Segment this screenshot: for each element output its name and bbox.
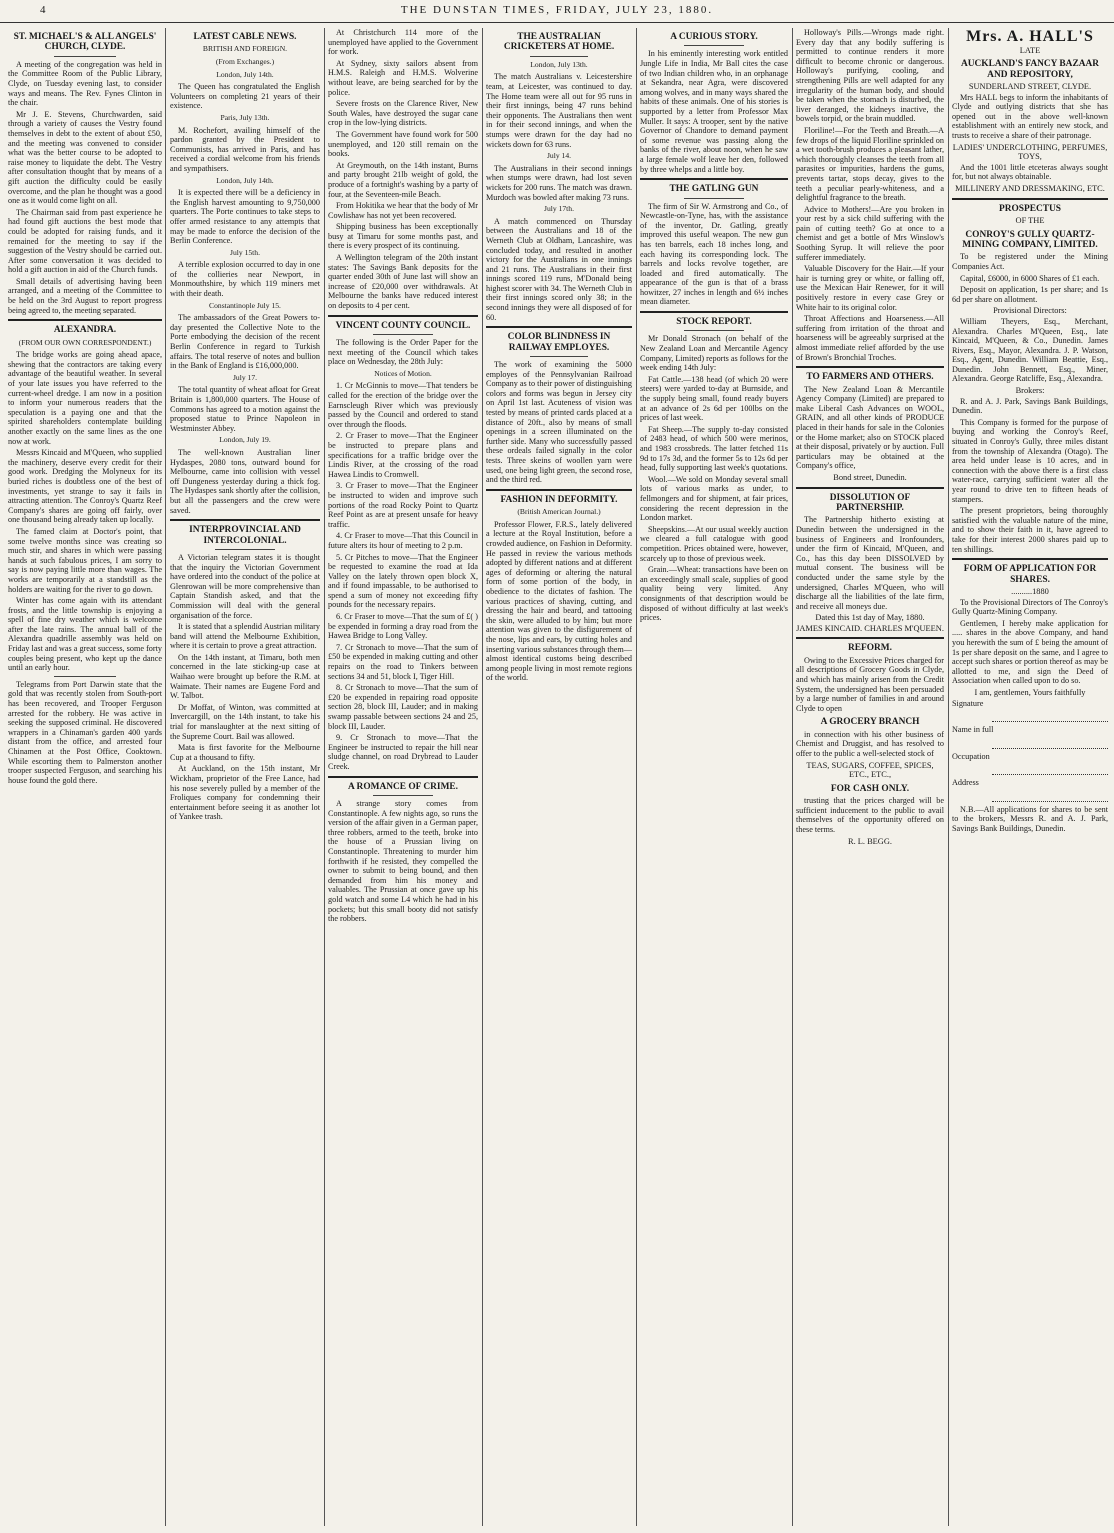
- paragraph: The work of examining the 5000 employes of the Pennsylvanian Railroad Company as to their power of distinguishing colors and forms was begun in Jersey city on April 1st last. Acuteness of vision was tested by means of printed cards placed at a distance of 20ft., also by means of small openings in a screen illuminated on the further side. Many who successfully passed these ordeals failed signally in the color tests. Three skeins of woollen yarn were used, one being light green, the second rose, and the third red.: [486, 360, 632, 485]
- dateline: Constantinople July 15.: [209, 300, 281, 310]
- paragraph: Gentlemen, I hereby make application for ..... shares in the above Company, and hand you herewith the sum of £ being the amount of 1s per share deposit on the same, and I agree to accept such shares or portion thereof as may be allotted to me, and sign the Deed of Association when called upon to do so.: [952, 618, 1108, 686]
- paragraph: The following is the Order Paper for the next meeting of the Council which takes place on Wednesday, the 28th July:: [328, 338, 478, 367]
- ad-address: SUNDERLAND STREET, CLYDE.: [968, 82, 1092, 91]
- headline-cable-news: LATEST CABLE NEWS.: [193, 32, 297, 42]
- newspaper-title: THE DUNSTAN TIMES, FRIDAY, JULY 23, 1880.: [400, 4, 714, 16]
- date-notice: Dated this 1st day of May, 1880.: [815, 613, 925, 623]
- paragraph: The well-known Australian liner Hydaspes, 2080 tons, outward bound for Melbourne, came into collision with vessel off Dungeness yesterday during a thick fog. The Hydaspes sank shortly after the collision, but all the passengers and the crew were saved.: [170, 447, 320, 515]
- paragraph: M. Rochefort, availing himself of the pardon granted by the President to Communists, has arrived in Paris, and has received a cordial welcome from his friends and sympathisers.: [170, 125, 320, 173]
- byline: (FROM OUR OWN CORRESPONDENT.): [18, 337, 152, 347]
- dateline: London, July 14th.: [216, 69, 274, 79]
- motion: 3. Cr Fraser to move—That the Engineer be instructed to widen and improve such portions of the road Rocky Point to Quartz Reef Point as are at present unsafe for heavy traffic.: [328, 481, 478, 529]
- column-rule: [482, 28, 483, 1526]
- paragraph: Severe frosts on the Clarence River, New South Wales, have destroyed the sugar cane crop in the low-lying districts.: [328, 99, 478, 128]
- dateline: London, July 14th.: [216, 175, 274, 185]
- closing: I am, gentlemen, Yours faithfully: [974, 687, 1086, 697]
- dateline: London, July 13th.: [530, 59, 588, 69]
- paragraph: Owing to the Excessive Prices charged for all descriptions of Grocery Goods in Clyde, and which has mainly arisen from the Credit System, the undersigned has been persuaded by a large number of families in and around Clyde to open: [796, 655, 944, 713]
- paragraph: The Australians in their second innings when stumps were drawn, had lost seven wickets for 200 runs. The match was drawn. Murdoch was bowled after making 73 runs.: [486, 163, 632, 202]
- paragraph: Dr Moffat, of Winton, was committed at Invercargill, on the 14th instant, to take his trial for manslaughter at the next sitting of the Supreme Court. Bail was allowed.: [170, 702, 320, 741]
- paragraph: The bridge works are going ahead apace, shewing that the contractors are taking every advantage of the beautiful weather. In several of your late issues you have referred to the current-wheel dredge. I am now in a position to inform your numerous readers that the speculation is a paying one and that the spirited shareholders contemplate building another exactly on the same lines as the one now at work.: [8, 350, 162, 446]
- headline-church: ST. MICHAEL'S & ALL ANGELS' CHURCH, CLYDE.: [13, 32, 157, 53]
- subheading: BRITISH AND FOREIGN.: [202, 44, 288, 54]
- headline-alexandra: ALEXANDRA.: [53, 325, 117, 336]
- directors-heading: Provisional Directors:: [993, 306, 1067, 316]
- column-rule: [324, 28, 325, 1526]
- paragraph: The Government have found work for 500 unemployed, and 120 still remain on the books.: [328, 129, 478, 159]
- headline-interprovincial: INTERPROVINCIAL AND INTERCOLONIAL.: [189, 525, 301, 546]
- headline-stock-report: STOCK REPORT.: [676, 317, 752, 328]
- headline-romance-of-crime: A ROMANCE OF CRIME.: [347, 781, 459, 792]
- headline-dissolution: DISSOLUTION OF PARTNERSHIP.: [829, 492, 911, 513]
- headline-gatling-gun: THE GATLING GUN: [669, 184, 759, 195]
- paragraph: It is expected there will be a deficiency in the English harvest amounting to 9,750,000 quarters. The Porte continues to take steps to offer armed resistance to any attempts that may be made to enforce the decision of the Berlin Conference.: [170, 188, 320, 246]
- motion: 5. Cr Pitches to move—That the Engineer be requested to examine the road at Ida Valley on the lately thrown open block X, and if found impassable, to be authorised to spend a sum of money not exceeding fifty pounds for the necessary repairs.: [328, 552, 478, 610]
- paragraph: At Sydney, sixty sailors absent from H.M.S. Raleigh and H.M.S. Wolverine without leave, are being searched for by the police.: [328, 58, 478, 97]
- column-rule: [792, 28, 793, 1526]
- paragraph: Wool.—We sold on Monday several small lots of various marks as under, to fellmongers and for shipment, at fair prices, considering the recent depression in the London market.: [640, 474, 788, 523]
- paragraph: At Greymouth, on the 14th instant, Burns and party brought 21lb weight of gold, the produce of a fortnight's washing by a party of four, at the Seventeen-mile Beach.: [328, 160, 478, 199]
- paragraph: The total quantity of wheat afloat for Great Britain is 1,800,000 quarters. The House of Commons has agreed to a motion against the proposed statue to Prince Napoleon in Westminster Abbey.: [170, 385, 320, 433]
- form-date: ..........1880: [1011, 586, 1049, 596]
- form-field-name[interactable]: Name in full: [952, 725, 1108, 749]
- dateline: London, July 19.: [219, 435, 271, 445]
- paragraph: Shipping business has been exceptionally busy at Timaru for some months past, and there is every prospect of its continuing.: [328, 222, 478, 251]
- headline-cricketers: THE AUSTRALIAN CRICKETERS AT HOME.: [503, 32, 615, 53]
- motion: 9. Cr Stronach to move—That the Engineer be instructed to repair the hill near sludge channel, on road Drybread to Lauder Creek.: [328, 733, 478, 771]
- motion: 7. Cr Stronach to move—That the sum of £50 be expended in making cutting and other repairs on the road to Tinkers between sections 34 and 51, block I, Tiger Hill.: [328, 642, 478, 681]
- motion: 4. Cr Fraser to move—That this Council in future alters its hour of meeting to 2 p.m.: [328, 531, 478, 550]
- paragraph: This Company is formed for the purpose of buying and working the Conroy's Reef, situated in Conroy's Gully, three miles distant from the township of Alexandra (Otago). The area held under lease is 10 acres, and in connection with the above there is a first class water-race, carrying sufficient water all the year round to drive ten to fifteen heads of stampers.: [952, 417, 1108, 504]
- cash-only: FOR CASH ONLY.: [830, 783, 910, 794]
- form-field-signature[interactable]: Signature: [952, 699, 1108, 723]
- paragraph: And the 1001 little etceteras always sought for, but not always obtainable.: [952, 162, 1108, 182]
- paragraph: A terrible explosion occurred to day in one of the collieries near Newport, in Monmouthshire, by which 119 miners met with their death.: [170, 260, 320, 299]
- headline-county-council: VINCENT COUNTY COUNCIL.: [335, 320, 471, 331]
- column-rule: [165, 28, 166, 1526]
- headline-application-form: FORM OF APPLICATION FOR SHARES.: [963, 564, 1097, 585]
- ad-line: LADIES' UNDERCLOTHING, PERFUMES, TOYS,: [952, 142, 1108, 162]
- advertisement: Valuable Discovery for the Hair.—If your hair is turning grey or white, or falling off, use the Mexican Hair Renewer, for it will positively restore in every case Grey or White hair to its original color.: [796, 264, 944, 312]
- column-3: [328, 28, 478, 926]
- paragraph: Professor Flower, F.R.S., lately delivered a lecture at the Royal Institution, before a crowded audience, on Fashion in Deformity. He passed in review the various methods adopted by different nations and at different ages of deforming or altering the natural form of some portion of the body, in obedience to the dictates of fashion. The various practices of shaving, cutting, and dressing the hair and beard, and tattooing the skin, were alluded to by him; but more attention was given to the disfigurement of the nose, lips and ears, by cutting holes and inserting various substances through them—almost identical customs being described among people living in most remote regions of the world.: [486, 519, 632, 683]
- dateline: July 14.: [546, 151, 572, 161]
- advertisement: Holloway's Pills.—Wrongs made right. Every day that any bodily suffering is permitted to continue renders it more difficult to become chronic or dangerous. Holloway's purifying, cooling, and strengthening Pills are well adapted for any irregularity of the human body, and should be taken when the stomach is disturbed, the liver deranged, the kidneys inactive, the bowels torpid, or the brain muddled.: [796, 28, 944, 124]
- advertisement: Floriline!—For the Teeth and Breath.—A few drops of the liquid Floriline sprinkled on a wet tooth-brush produces a pleasant lather, which thoroughly cleanses the teeth from all parasites or impurities, hardens the gums, prevents tartar, stops decay, gives to the teeth a peculiar pearly-whiteness, and a delightful fragrance to the breath.: [796, 125, 944, 203]
- paragraph: Capital, £6000, in 6000 Shares of £1 each.: [960, 273, 1100, 283]
- paragraph: Mr Donald Stronach (on behalf of the New Zealand Loan and Mercantile Agency Company, Limited) reports as follows for the week ending 14th July:: [640, 334, 788, 373]
- brokers-heading: Brokers:: [1015, 386, 1045, 396]
- subheading: Notices of Motion.: [374, 368, 432, 378]
- paragraph: Fat Cattle.—138 head (of which 20 were steers) were yarded to-day at Burnside, and the supply being small, found ready buyers at an advance of 2s 6d per 100lbs on the prices of last week.: [640, 374, 788, 423]
- paragraph: R. and A. J. Park, Savings Bank Buildings, Dunedin.: [952, 396, 1108, 416]
- dateline: Paris, July 13th.: [220, 112, 270, 122]
- source-credit: (British American Journal.): [517, 507, 601, 517]
- paragraph: trusting that the prices charged will be sufficient inducement to the public to avail themselves of the opportunity offered on these terms.: [796, 796, 944, 834]
- form-field-address[interactable]: Address: [952, 778, 1108, 802]
- address: Bond street, Dunedin.: [833, 472, 907, 482]
- paragraph: Winter has come again with its attendant frosts, and the little township is enjoying a spell of fine dry weather which is welcome after the late rains. The annual ball of the Alexandra quadrille assembly was held on Friday last and was a great success, some forty couples being present, who kept up the dance until an early hour.: [8, 596, 162, 673]
- paragraph: The Partnership hitherto existing at Dunedin between the undersigned in the business of Engineers and Ironfounders, under the firm of Kincaid, M'Queen, and Co., has this day been DISSOLVED by mutual consent. The business will be conducted under the same style by the undersigned, Charles M'Queen, who will discharge all the liabilities of the late firm, and receive all moneys due.: [796, 515, 944, 611]
- grocery-branch: A GROCERY BRANCH: [820, 717, 920, 728]
- motion: 2. Cr Fraser to move—That the Engineer be instructed to prepare plans and specifications for a traffic bridge over the Lindis River, at the crossing of the road Hawea Lindis to Cromwell.: [328, 431, 478, 479]
- dateline: July 17th.: [544, 204, 574, 214]
- column-2: [170, 28, 320, 824]
- masthead: [0, 0, 1114, 23]
- paragraph: The present proprietors, being thoroughly satisfied with the valuable nature of the mine, and to show their faith in it, have agreed to take for their interest 2000 shares paid up to ten shillings.: [952, 506, 1108, 554]
- column-5: [640, 28, 788, 625]
- ad-title-hall: Mrs. A. HALL'S: [966, 28, 1094, 45]
- paragraph: in connection with his other business of Chemist and Druggist, and has resolved to offer to the public a well-selected stock of: [796, 729, 944, 759]
- paragraph: Telegrams from Port Darwin state that the gold that was recently stolen from South-port has been recovered, and Trooper Ferguson arrested for the robbery. He was active in seeking the supposed criminal. He discovered wrappers in a Chinaman's garden 400 yards distant from the office, and arrested four Chinamen at the Post Office, Cooktown. While escorting them to Palmerston another trooper suspected Ferguson, and searching his house found the gold there.: [8, 679, 162, 785]
- paragraph: A Wellington telegram of the 20th instant states: The Savings Bank deposits for the quarter ended 30th of June last will show an increase of £20,000 over withdrawals. At Melbourne the banks have reduced interest on deposits to 4 per cent.: [328, 253, 478, 311]
- signature: R. L. BEGG.: [848, 836, 892, 846]
- motion: 1. Cr McGinnis to move—That tenders be called for the erection of the bridge over the Earnscleugh River which was previously passed by the Council and ordered to stand over through the floods.: [328, 381, 478, 429]
- paragraph: Mr J. E. Stevens, Churchwarden, said through a variety of causes the Vestry found themselves in debt to the extent of about £50, and the meeting was convened to consider what was the better course to be adopted to raise money to liquidate the debt. The Vestry after consultation thought that by means of a gift auction the difficulty could be easily overcome, and the plan he thought was a good one as it would come light on all.: [8, 109, 162, 206]
- paragraph: N.B.—All applications for shares to be sent to the brokers, Messrs R. and A. J. Park, Savings Bank Buildings, Dunedin.: [952, 804, 1108, 834]
- paragraph: A meeting of the congregation was held in the Committee Room of the Public Library, Clyde, on Tuesday evening last, to consider ways and means. The Rev. Fynes Clinton in the chair.: [8, 59, 162, 108]
- headline-color-blindness: COLOR BLINDNESS IN RAILWAY EMPLOYES.: [507, 332, 611, 353]
- ad-line: AUCKLAND'S FANCY BAZAAR AND REPOSITORY,: [960, 59, 1100, 80]
- headline-farmers: TO FARMERS AND OTHERS.: [806, 372, 934, 383]
- column-1: [8, 28, 162, 787]
- paragraph: The famed claim at Doctor's point, that some twelve months since was creating so much stir, and shares in which were passing hands at such fabulous prices, I am sorry to say is now paying little more than wages. The works are temporarily at a standstill as the holders are waiting for the river to go down.: [8, 526, 162, 594]
- column-rule: [948, 28, 949, 1526]
- paragraph: Messrs Kincaid and M'Queen, who supplied the machinery, deserve every credit for their good work. Dredging the Molyneux for its buried riches is doubtless one of the best of investments, yet strange to say it fails in attracting attention. The Conroy's Quartz Reef Company's shares are going off fairly, over one thousand being already taken up locally.: [8, 448, 162, 525]
- ad-line: MILLINERY AND DRESSMAKING, ETC.: [955, 183, 1105, 193]
- paragraph: Small details of advertising having been arranged, and a meeting of the Committee to be held on the 3rd August to report progress being agreed to, the meeting separated.: [8, 276, 162, 315]
- motion: 8. Cr Stronach to move—That the sum of £20 be expended in repairing road opposite section 28, block III, Lauder; and in making swamp passable between sections 24 and 25, block III, Lauder.: [328, 683, 478, 731]
- paragraph: A match commenced on Thursday between the Australians and 18 of the Werneth Club at Oldham, Lancashire, was concluded today, and resulted in another victory for the Australians in one innings and 21 runs. The Australians in their first innings scored 119 runs, M'Donald being highest scorer with 34. The Werneth Club in their first innings scored only 38; in the second innings they were all disposed of for 60.: [486, 216, 632, 322]
- ad-line: OF THE: [1015, 215, 1045, 225]
- dateline: July 15th.: [230, 247, 260, 257]
- ad-line: LATE: [1019, 45, 1041, 55]
- paragraph: Sheepskins.—At our usual weekly auction we cleared a full catalogue with good competition. Prices obtained were, however, scarcely up to those of previous week.: [640, 524, 788, 563]
- paragraph: The ambassadors of the Great Powers to-day presented the Collective Note to the Porte embodying the decision of the recent Berlin Conference in regard to Turkish affairs. The total reserve of notes and bullion in the Bank of England is £16,000,000.: [170, 313, 320, 371]
- headline-reform: REFORM.: [847, 643, 892, 654]
- page-number: 4: [40, 4, 46, 16]
- paragraph: A strange story comes from Constantinople. A few nights ago, so runs the version of the affair given in a German paper, three robbers, armed to the teeth, broke into the house of a Prussian living on Constantinople. Threatening to murder him forthwith if he resisted, they compelled the owner to submit to being bound, and then demanded from him his money and valuables. The Prussian at once gave up his gold watch and some L4 which he had in his pockets; but this small booty did not satisfy the robbers.: [328, 798, 478, 924]
- paragraph: To be registered under the Mining Companies Act.: [952, 252, 1108, 271]
- paragraph: Deposit on application, 1s per share; and 1s 6d per share on allotment.: [952, 285, 1108, 304]
- subheading: (From Exchanges.): [215, 57, 275, 66]
- advertisement: Throat Affections and Hoarseness.—All suffering from irritation of the throat and hoarseness will be agreeably surprised at the almost immediate relief afforded by the use of Brown's Bronchial Troches.: [796, 314, 944, 362]
- paragraph: At Christchurch 114 more of the unemployed have applied to the Government for work.: [328, 28, 478, 57]
- paragraph: To the Provisional Directors of The Conroy's Gully Quartz-Mining Company.: [952, 597, 1108, 617]
- column-4: [486, 28, 632, 685]
- paragraph: Grain.—Wheat: transactions have been on an exceedingly small scale, supplies of good quality being very limited. Any consignments of that description would be disposed of without difficulty at last week's prices.: [640, 565, 788, 623]
- headline-curious-story: A CURIOUS STORY.: [670, 32, 758, 42]
- paragraph: The New Zealand Loan & Mercantile Agency Company (Limited) are prepared to make Liberal Cash Advances on WOOL, GRAIN, and all other kinds of PRODUCE placed in their hands for sale in the Colonies or the Home market; also on STOCK placed at their disposal, privately or by auction. Full particulars may be obtained at the Company's office,: [796, 384, 944, 471]
- goods-list: TEAS, SUGARS, COFFEE, SPICES, ETC., ETC.,: [806, 760, 934, 780]
- advertisement: Advice to Mothers!—Are you broken in your rest by a sick child suffering with the pain of cutting teeth? Go at once to a chemist and get a bottle of Mrs Winslow's Soothing Syrup. It will relieve the poor sufferer immediately.: [796, 204, 944, 262]
- motion: 6. Cr Fraser to move—That the sum of £( ) be expended in forming a dray road from the Hawea Bridge to Long Valley.: [328, 612, 478, 641]
- paragraph: The Queen has congratulated the English Volunteers on completing 21 years of their existence.: [170, 82, 320, 111]
- signatories: JAMES KINCAID. CHARLES M'QUEEN.: [796, 623, 944, 633]
- paragraph: Mrs HALL begs to inform the inhabitants of Clyde and outlying districts that she has opened out in the above well-known establishment with an entirely new stock, and trusts to receive a share of their patronage.: [952, 92, 1108, 140]
- column-7: [952, 28, 1108, 836]
- paragraph: Fat Sheep.—The supply to-day consisted of 2483 head, of which 500 were merinos, and 1983 crossbreds. The latter fetched 11s 9d to 17s 3d, and the former 5s to 12s 6d per head, fully supporting last week's quotations.: [640, 424, 788, 473]
- headline-prospectus: PROSPECTUS: [999, 203, 1061, 214]
- paragraph: William Theyers, Esq., Merchant, Alexandra. Charles M'Queen, Esq., late Kincaid, M'Queen, & Co., Dunedin. James Rivers, Esq., Mayor, Alexandra. J. P. Watson, Esq., Agent, Dunedin. William Beattie, Esq., Dunedin. John Bennett, Esq., Miner, Alexandra. George Ratcliffe, Esq., Alexandra.: [952, 316, 1108, 384]
- company-name: CONROY'S GULLY QUARTZ-MINING COMPANY, LIMITED.: [962, 229, 1098, 250]
- dateline: July 17.: [232, 372, 258, 382]
- form-field-occupation[interactable]: Occupation: [952, 752, 1108, 776]
- column-rule: [636, 28, 637, 1526]
- paragraph: The Chairman said from past experience he had found gift auctions the best mode that could be adopted for raising funds, and it remained for the meeting to say if the suggestion of the Vestry should be carried out. After some conversation it was decided to hold a gift auction in aid of the Church funds.: [8, 207, 162, 275]
- paragraph: In his eminently interesting work entitled Jungle Life in India, Mr Ball cites the case of two Indian children who, in an orphanage at Sekandra, near Agra, were discovered among wolves, and in many ways shared the habits of these animals. One of his stories is supported by a letter from Professor Max Muller. It says: A trooper, sent by the native Governor of Chandore to demand payment of some revenue was passing along the banks of the river, about noon, when he saw a large female wolf leave her den, followed by three whelps and a little boy.: [640, 49, 788, 174]
- paragraph: Mata is first favorite for the Melbourne Cup at a thousand to fifty.: [170, 743, 320, 762]
- paragraph: On the 14th instant, at Timaru, both men concerned in the late sticking-up case at Waihao were brought up before the R.M. at Waimate. Their names are Eugene Ford and W. Talbot.: [170, 652, 320, 701]
- paragraph: It is stated that a splendid Austrian military band will attend the Melbourne Exhibition, where it is certain to prove a great attraction.: [170, 622, 320, 651]
- column-6: [796, 28, 944, 847]
- paragraph: A Victorian telegram states it is thought that the inquiry the Victorian Government have ordered into the conduct of the police at Glenrowan will be more comprehensive than Captain Standish asked, and that the Commission will deal with the general organisation of the force.: [170, 552, 320, 620]
- paragraph: The match Australians v. Leicestershire team, at Leicester, was continued to day. The Home team were all out for 95 runs in their first innings, being 47 runs behind their opponents. The Australians then went in for their second innings, and when the stumps were drawn for the day had no wickets down for 63 runs.: [486, 72, 632, 149]
- paragraph: From Hokitika we hear that the body of Mr Cowlishaw has not yet been recovered.: [328, 201, 478, 220]
- paragraph: The firm of Sir W. Armstrong and Co., of Newcastle-on-Tyne, has, with the assistance of the inventor, Dr. Gatling, greatly improved this useful weapon. The new gun has ten barrels, each 18 inches long, and each having its corresponding lock. The barrels and locks revolve together, are loaded and fired automatically. The appearance of the gun is that of a brass howitzer, 27 inches in length and 6½ inches mean diameter.: [640, 201, 788, 307]
- paragraph: At Auckland, on the 15th instant, Mr Wickham, proprietor of the Free Lance, had his nose severely pulled by a member of the Froliques company for condemning their entertainment before seeing it as another lot of Yankee trash.: [170, 764, 320, 822]
- headline-fashion: FASHION IN DEFORMITY.: [500, 494, 618, 505]
